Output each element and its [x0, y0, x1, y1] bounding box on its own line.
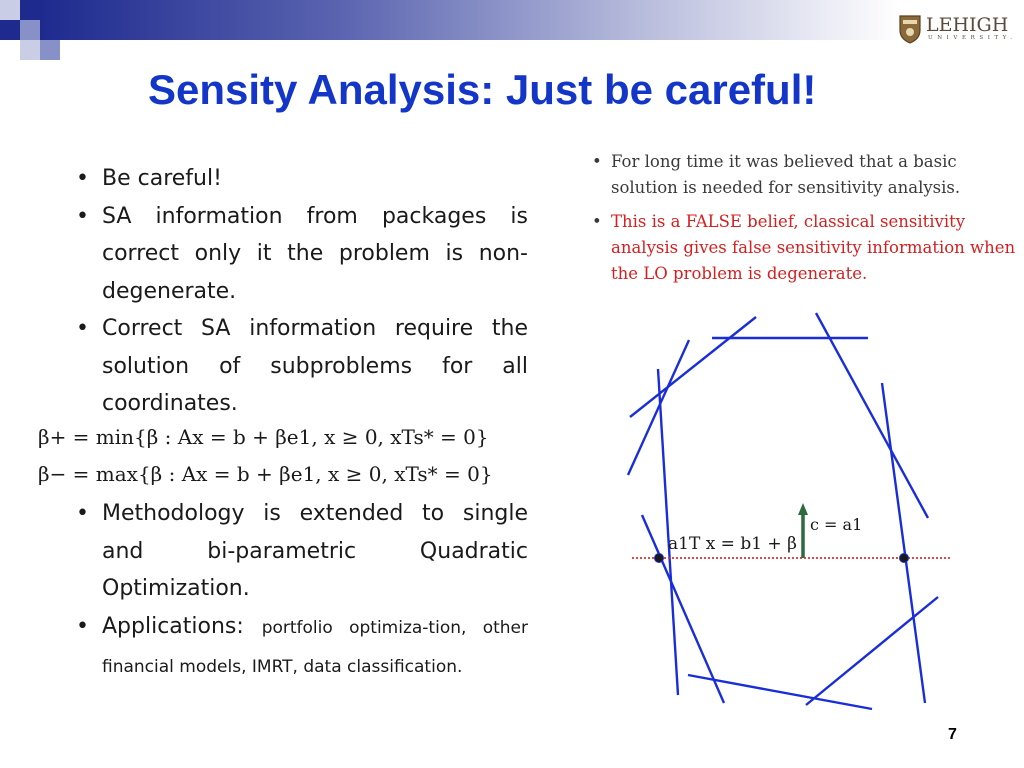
logo-subtitle: UNIVERSITY.: [928, 35, 1017, 41]
bullet-be-careful: • Be careful!: [76, 160, 528, 198]
constraint-line: [658, 369, 678, 695]
bullet-correct-sa: • Correct SA information require the solution of subproblems for all coordinates.: [76, 310, 528, 423]
bullet-long-time: • For long time it was believed that a basic solution is needed for sensitivity analysis.: [590, 149, 1020, 201]
bullet-applications: [76, 608, 528, 687]
page-number: 7: [948, 726, 957, 743]
constraint-line: [882, 383, 925, 703]
bullet-sa-information: • SA information from packages is correct only it the problem is non-degenerate.: [76, 198, 528, 311]
bullet-methodology: • Methodology is extended to single and bi-parametric Quadratic Optimization.: [76, 495, 528, 608]
left-column: [76, 160, 528, 423]
header-gradient-bar: [40, 0, 900, 40]
constraint-line: [688, 675, 872, 709]
logo-wordmark: LEHIGH: [926, 14, 1009, 36]
right-column: [590, 149, 1020, 287]
applications-text: portfolio optimiza-tion, other financial models, IMRT, data classification.: [102, 617, 528, 677]
constraint-label: a1T x = b1 + β: [668, 534, 797, 554]
bullet-false-belief: • This is a FALSE belief, classical sensitivity analysis gives false sensitivity information when the LO problem is degenerate.: [590, 209, 1020, 287]
vertex-point: [900, 554, 909, 563]
slide-title: Sensity Analysis: Just be careful!: [148, 66, 817, 113]
left-column-lower: [76, 495, 528, 687]
degeneracy-diagram: [620, 305, 960, 715]
constraint-line: [628, 340, 689, 475]
objective-arrow: [798, 503, 808, 558]
constraint-line: [630, 317, 756, 417]
shield-icon: [898, 14, 922, 44]
formula-beta-plus: β+ = min{β : Ax = b + βe1, x ≥ 0, xTs* = 0}: [38, 425, 489, 449]
lehigh-logo: [896, 12, 1017, 48]
applications-label: Applications:: [102, 613, 244, 639]
constraint-line: [816, 313, 928, 518]
objective-label: c = a1: [810, 515, 863, 534]
formula-beta-minus: β− = max{β : Ax = b + βe1, x ≥ 0, xTs* = 0}: [38, 462, 493, 486]
vertex-point: [655, 554, 664, 563]
